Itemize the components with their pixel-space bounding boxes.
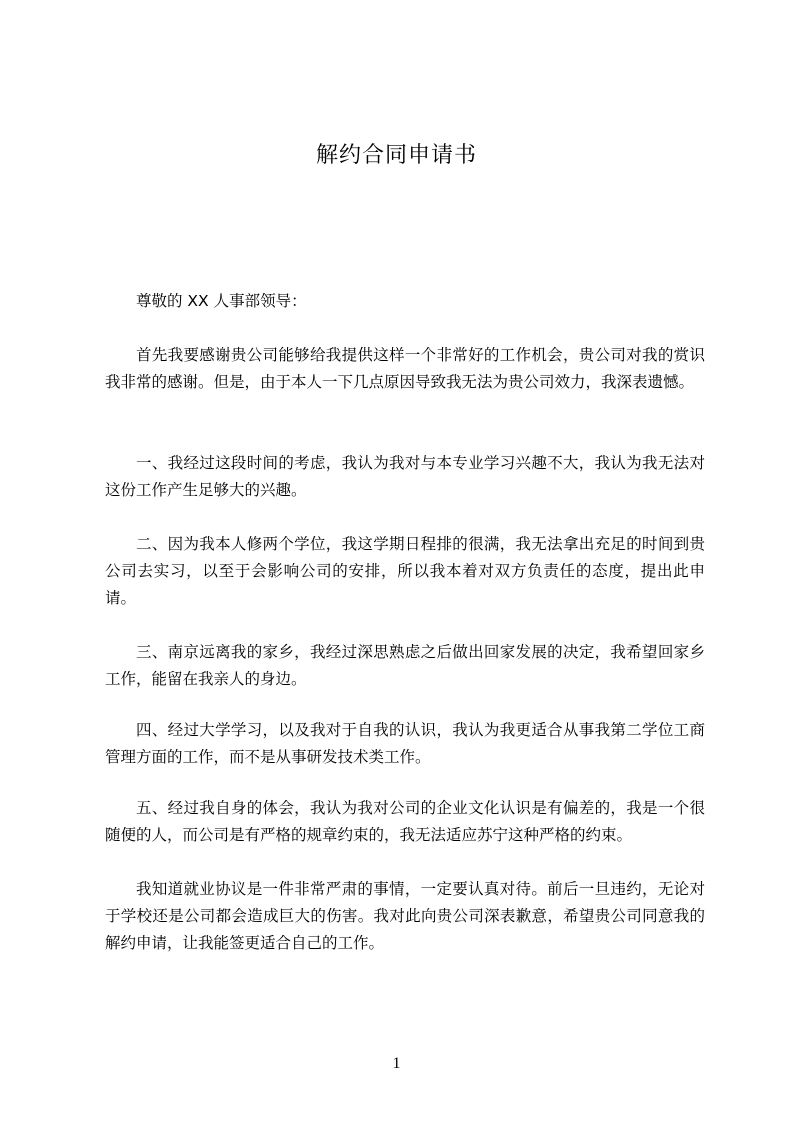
- page-title: 解约合同申请书: [315, 143, 477, 168]
- paragraph-reason-4: 四、经过大学学习，以及我对于自我的认识，我认为我更适合从事我第二学位工商管理方面的工作，而不是从事研发技术类工作。: [105, 721, 705, 766]
- paragraph-reason-1: 一、我经过这段时间的考虑，我认为我对与本专业学习兴趣不大，我认为我无法对这份工作产生足够大的兴趣。: [105, 454, 705, 499]
- paragraph-intro: 首先我要感谢贵公司能够给我提供这样一个非常好的工作机会，贵公司对我的赏识我非常的感谢。但是，由于本人一下几点原因导致我无法为贵公司效力，我深表遗憾。: [105, 346, 705, 391]
- salutation: 尊敬的 XX 人事部领导：: [136, 292, 307, 310]
- paragraph-reason-3: 三、南京远离我的家乡，我经过深思熟虑之后做出回家发展的决定，我希望回家乡工作，能留在我亲人的身边。: [105, 643, 705, 688]
- paragraph-conclusion: 我知道就业协议是一件非常严肃的事情，一定要认真对待。前后一旦违约，无论对于学校还是公司都会造成巨大的伤害。我对此向贵公司深表歉意，希望贵公司同意我的解约申请，让我能签更适合自己的工作。: [105, 880, 705, 952]
- paragraph-reason-5: 五、经过我自身的体会，我认为我对公司的企业文化认识是有偏差的，我是一个很随便的人，而公司是有严格的规章约束的，我无法适应苏宁这种严格的约束。: [105, 799, 705, 844]
- page-number: 1: [392, 1055, 401, 1072]
- paragraph-reason-2: 二、因为我本人修两个学位，我这学期日程排的很满，我无法拿出充足的时间到贵公司去实习，以至于会影响公司的安排，所以我本着对双方负责任的态度，提出此申请。: [105, 535, 705, 607]
